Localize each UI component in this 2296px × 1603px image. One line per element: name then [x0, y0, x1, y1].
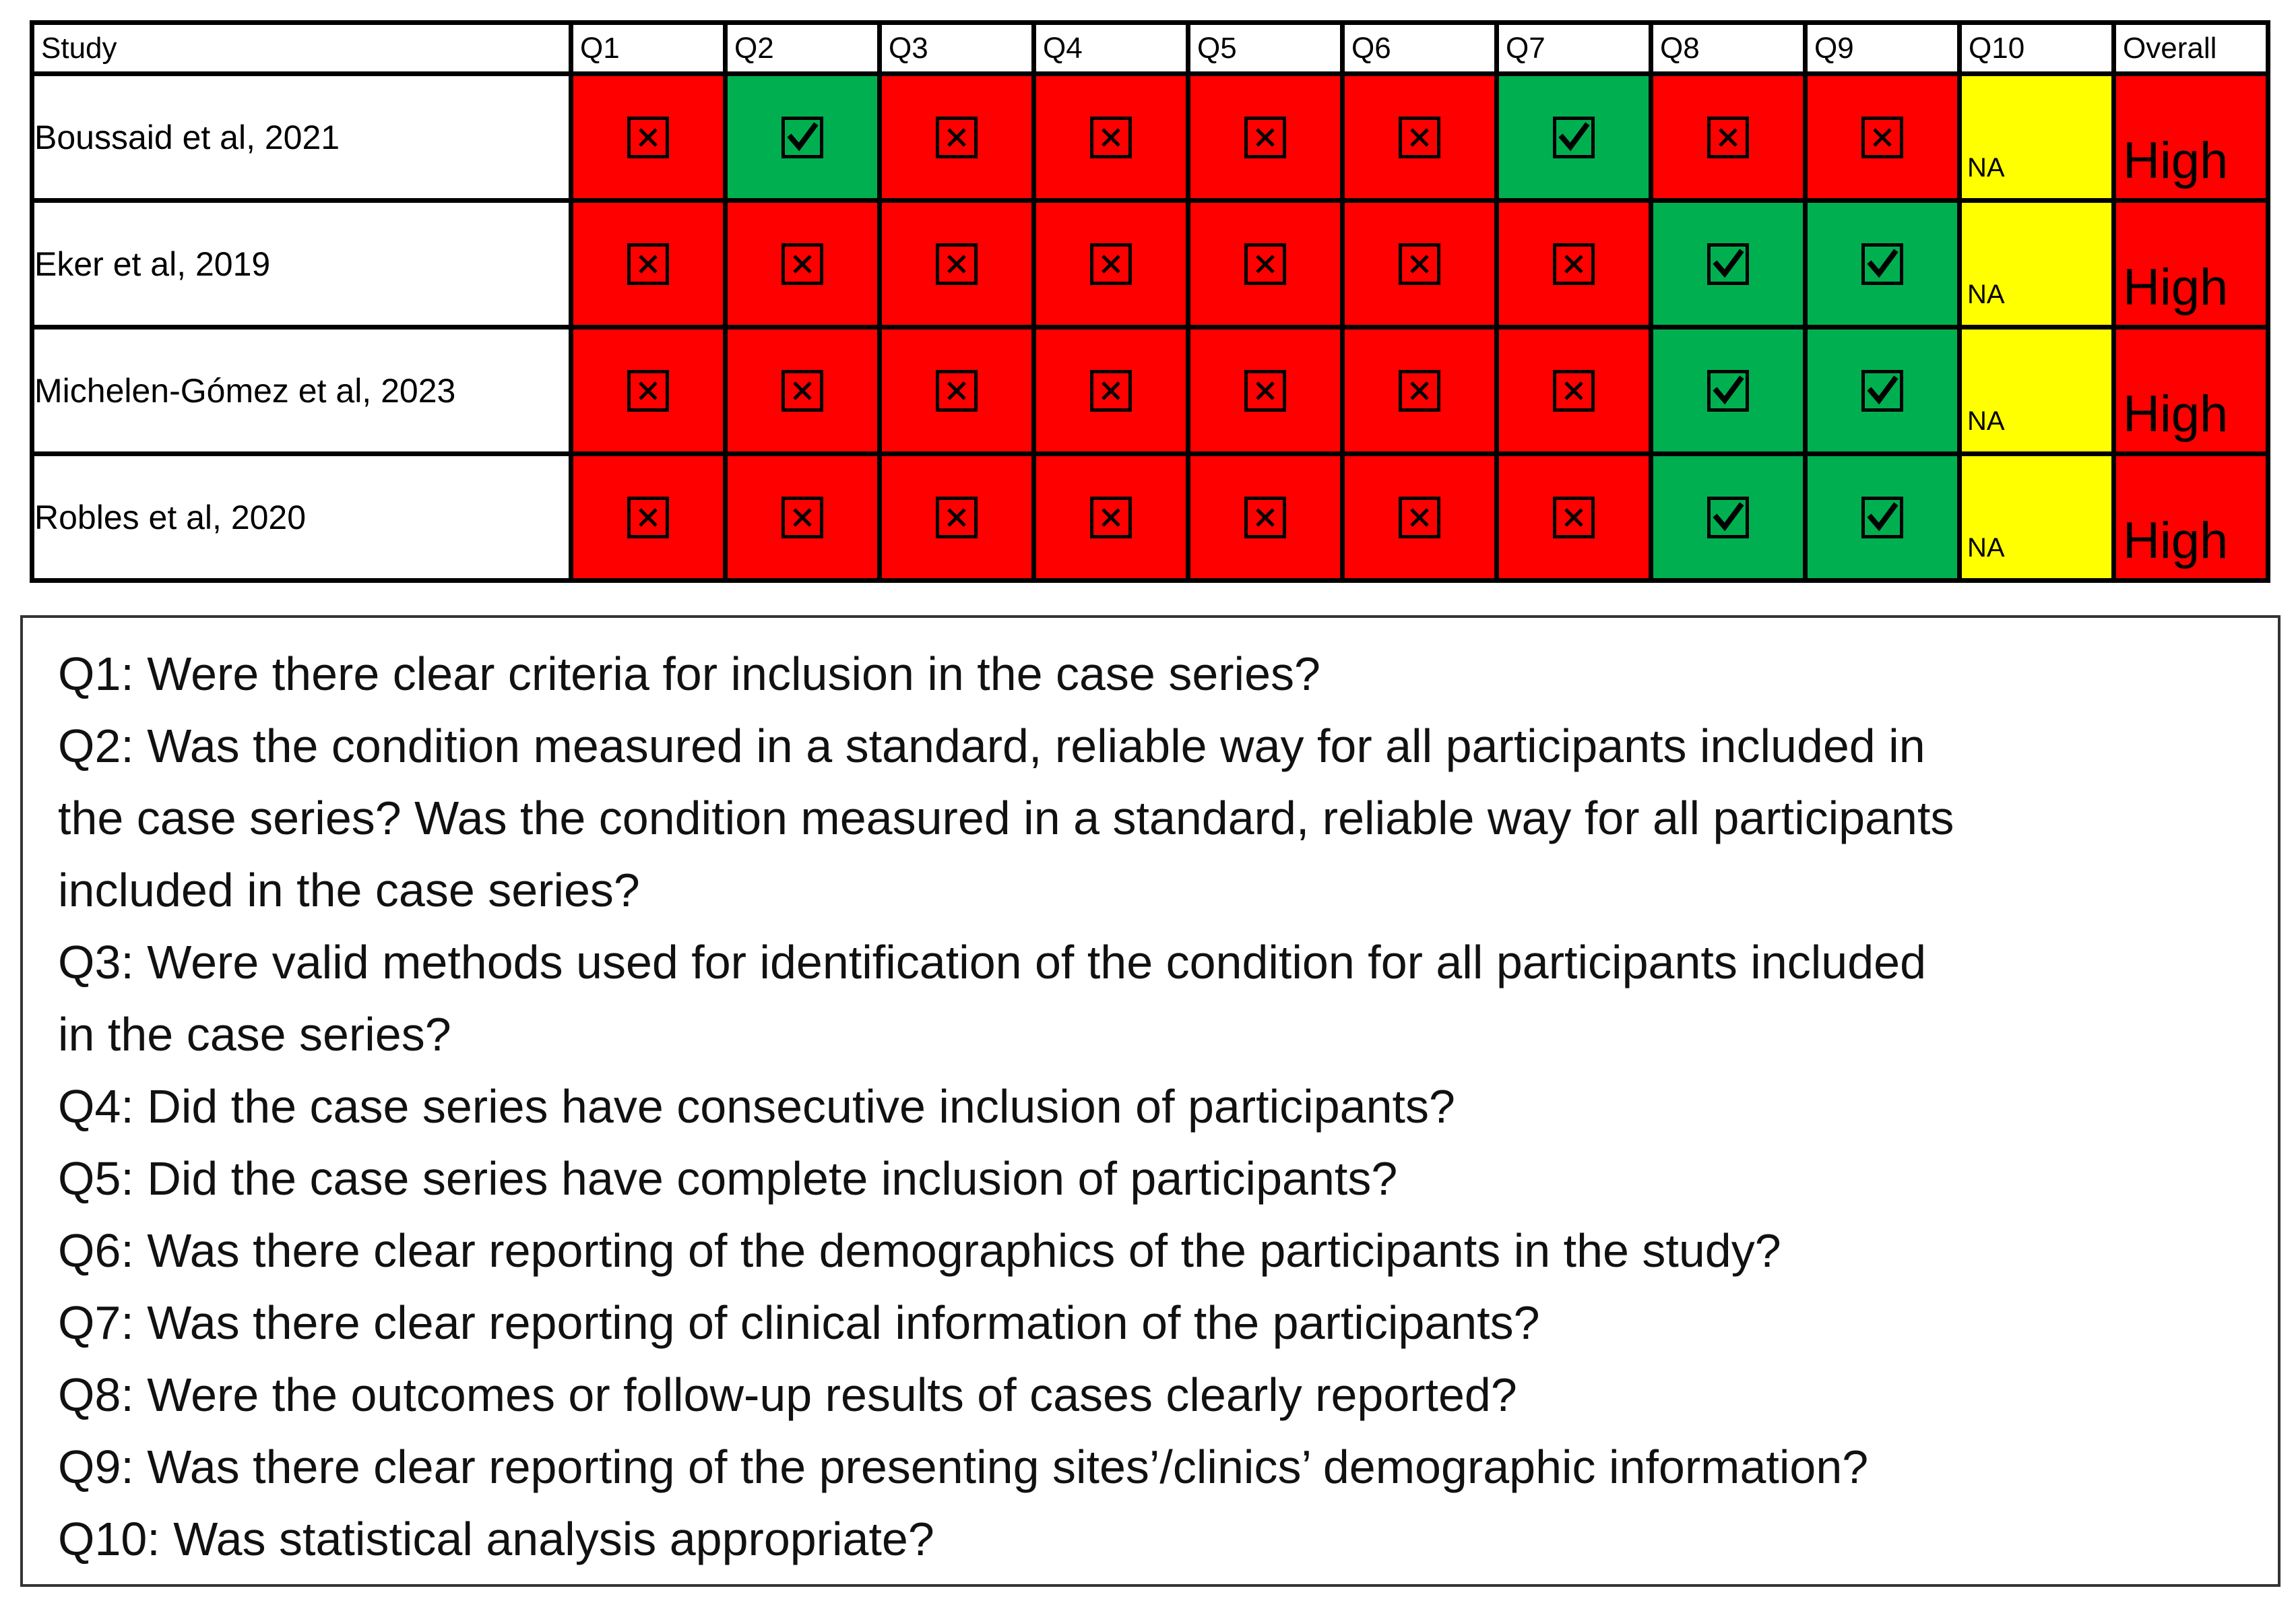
cell-q4-no — [1034, 201, 1188, 327]
cell-q9-yes — [1806, 454, 1960, 581]
crossed-box-icon — [936, 370, 978, 412]
checked-box-icon — [782, 117, 823, 158]
crossed-box-icon — [1707, 117, 1749, 158]
legend-line: Q1: Were there clear criteria for inclusion in the case series? — [58, 648, 1320, 700]
table-row — [32, 327, 2268, 454]
cell-q3-no — [880, 74, 1034, 201]
checked-box-icon — [1707, 243, 1749, 285]
cell-q6-no — [1343, 327, 1497, 454]
cell-q9-yes — [1806, 327, 1960, 454]
column-header-study: Study — [32, 23, 571, 74]
checked-box-icon — [1861, 497, 1903, 538]
legend-line: Q8: Were the outcomes or follow-up results of cases clearly reported? — [58, 1369, 1517, 1421]
cell-q1-no — [571, 327, 726, 454]
cell-q3-no — [880, 327, 1034, 454]
cell-q4-no — [1034, 74, 1188, 201]
crossed-box-icon — [782, 370, 823, 412]
cell-q10-not-applicable — [1960, 74, 2114, 201]
cell-q4-no — [1034, 454, 1188, 581]
cell-q6-no — [1343, 74, 1497, 201]
crossed-box-icon — [782, 243, 823, 285]
column-header-q8: Q8 — [1651, 23, 1806, 74]
overall-risk-label: High — [2123, 512, 2229, 569]
cell-q2-no — [726, 454, 880, 581]
legend-line: in the case series? — [58, 1008, 451, 1061]
legend-line: Q3: Were valid methods used for identification of the condition for all participants included — [58, 936, 1927, 988]
crossed-box-icon — [1090, 370, 1132, 412]
cell-q9-yes — [1806, 201, 1960, 327]
crossed-box-icon — [1244, 243, 1286, 285]
cell-q9-no — [1806, 74, 1960, 201]
column-header-q9: Q9 — [1806, 23, 1960, 74]
cell-q6-no — [1343, 201, 1497, 327]
crossed-box-icon — [1553, 243, 1595, 285]
legend-line: included in the case series? — [58, 864, 640, 916]
study-name: Boussaid et al, 2021 — [32, 74, 571, 201]
crossed-box-icon — [1244, 370, 1286, 412]
column-header-q7: Q7 — [1497, 23, 1651, 74]
crossed-box-icon — [1090, 497, 1132, 538]
column-header-q6: Q6 — [1343, 23, 1497, 74]
study-name: Robles et al, 2020 — [32, 454, 571, 581]
cell-q2-no — [726, 327, 880, 454]
cell-q7-yes — [1497, 74, 1651, 201]
cell-q3-no — [880, 454, 1034, 581]
checked-box-icon — [1553, 117, 1595, 158]
crossed-box-icon — [1399, 243, 1440, 285]
cell-q5-no — [1188, 74, 1343, 201]
column-header-q2: Q2 — [726, 23, 880, 74]
study-name: Michelen-Gómez et al, 2023 — [32, 327, 571, 454]
overall-risk-cell — [2114, 454, 2268, 581]
overall-risk-label: High — [2123, 132, 2229, 189]
legend-line: Q2: Was the condition measured in a standard, reliable way for all participants included in — [58, 720, 1925, 772]
na-label: NA — [1967, 153, 2005, 183]
cell-q2-no — [726, 201, 880, 327]
crossed-box-icon — [782, 497, 823, 538]
study-name: Eker et al, 2019 — [32, 201, 571, 327]
table-row — [32, 201, 2268, 327]
legend-line: Q6: Was there clear reporting of the demographics of the participants in the study? — [58, 1224, 1781, 1277]
crossed-box-icon — [1244, 117, 1286, 158]
cell-q8-no — [1651, 74, 1806, 201]
cell-q7-no — [1497, 201, 1651, 327]
column-header-q3: Q3 — [880, 23, 1034, 74]
cell-q1-no — [571, 74, 726, 201]
checked-box-icon — [1707, 497, 1749, 538]
cell-q5-no — [1188, 327, 1343, 454]
cell-q10-not-applicable — [1960, 201, 2114, 327]
crossed-box-icon — [627, 370, 669, 412]
na-label: NA — [1967, 280, 2005, 309]
checked-box-icon — [1861, 243, 1903, 285]
cell-q8-yes — [1651, 454, 1806, 581]
cell-q5-no — [1188, 454, 1343, 581]
na-label: NA — [1967, 533, 2005, 563]
table-row — [32, 74, 2268, 201]
overall-risk-cell — [2114, 201, 2268, 327]
legend-line: Q4: Did the case series have consecutive inclusion of participants? — [58, 1080, 1455, 1133]
header-row — [32, 23, 2268, 74]
cell-q10-not-applicable — [1960, 327, 2114, 454]
cell-q5-no — [1188, 201, 1343, 327]
column-header-q5: Q5 — [1188, 23, 1343, 74]
crossed-box-icon — [627, 117, 669, 158]
crossed-box-icon — [1399, 370, 1440, 412]
cell-q6-no — [1343, 454, 1497, 581]
cell-q4-no — [1034, 327, 1188, 454]
overall-risk-label: High — [2123, 385, 2229, 443]
cell-q1-no — [571, 201, 726, 327]
legend-line: Q5: Did the case series have complete inclusion of participants? — [58, 1152, 1398, 1205]
crossed-box-icon — [936, 497, 978, 538]
crossed-box-icon — [1399, 497, 1440, 538]
cell-q3-no — [880, 201, 1034, 327]
cell-q8-yes — [1651, 201, 1806, 327]
column-header-q4: Q4 — [1034, 23, 1188, 74]
crossed-box-icon — [936, 117, 978, 158]
table-body — [32, 74, 2268, 581]
checked-box-icon — [1861, 370, 1903, 412]
checked-box-icon — [1707, 370, 1749, 412]
risk-of-bias-table — [30, 20, 2270, 583]
column-header-q10: Q10 — [1960, 23, 2114, 74]
column-header-overall: Overall — [2114, 23, 2268, 74]
cell-q7-no — [1497, 327, 1651, 454]
crossed-box-icon — [627, 243, 669, 285]
legend-line: the case series? Was the condition measured in a standard, reliable way for all participants — [58, 792, 1954, 844]
column-header-q1: Q1 — [571, 23, 726, 74]
crossed-box-icon — [1090, 243, 1132, 285]
table-row — [32, 454, 2268, 581]
legend-line: Q10: Was statistical analysis appropriate? — [58, 1513, 934, 1565]
legend-line: Q9: Was there clear reporting of the presenting sites’/clinics’ demographic information? — [58, 1441, 1869, 1493]
crossed-box-icon — [936, 243, 978, 285]
crossed-box-icon — [1244, 497, 1286, 538]
overall-risk-cell — [2114, 74, 2268, 201]
cell-q8-yes — [1651, 327, 1806, 454]
crossed-box-icon — [1553, 497, 1595, 538]
crossed-box-icon — [627, 497, 669, 538]
overall-risk-label: High — [2123, 259, 2229, 316]
na-label: NA — [1967, 406, 2005, 436]
cell-q1-no — [571, 454, 726, 581]
cell-q10-not-applicable — [1960, 454, 2114, 581]
crossed-box-icon — [1090, 117, 1132, 158]
crossed-box-icon — [1861, 117, 1903, 158]
legend-line: Q7: Was there clear reporting of clinical information of the participants? — [58, 1296, 1540, 1349]
cell-q2-yes — [726, 74, 880, 201]
question-legend — [20, 615, 2281, 1587]
overall-risk-cell — [2114, 327, 2268, 454]
cell-q7-no — [1497, 454, 1651, 581]
crossed-box-icon — [1553, 370, 1595, 412]
crossed-box-icon — [1399, 117, 1440, 158]
